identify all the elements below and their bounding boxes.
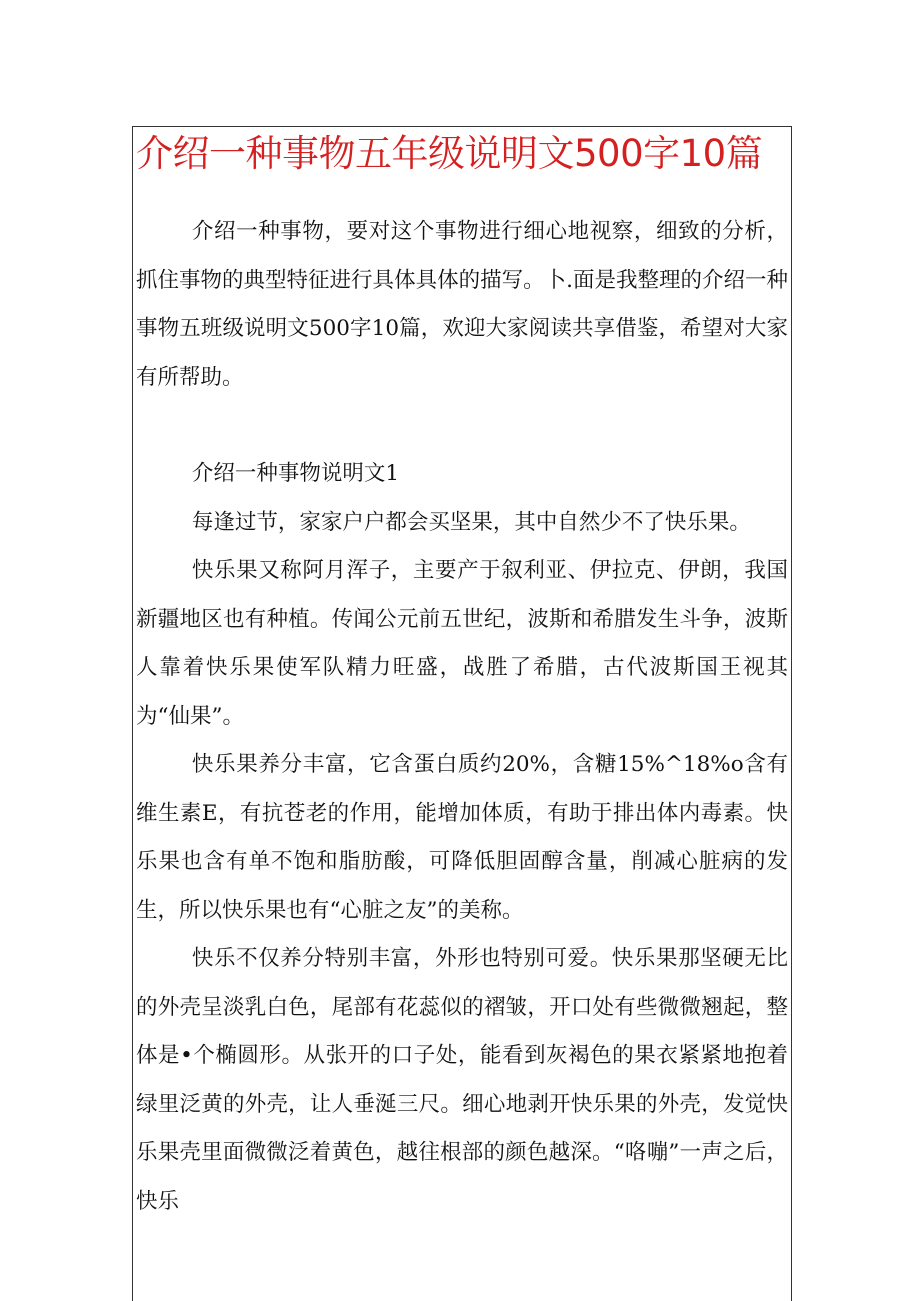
intro-paragraph: 介绍一种事物，要对这个事物进行细心地视察，细致的分析，抓住事物的典型特征进行具体具体的描写。卜.面是我整理的介绍一种事物五班级说明文500字10篇，欢迎大家阅读共享借鉴，希望对大家有所帮助。	[136, 219, 788, 390]
body-paragraph: 快乐不仅养分特别丰富，外形也特别可爱。快乐果那坚硬无比的外壳呈淡乳白色，尾部有花蕊似的褶皱，开口处有些微微翘起，整体是•个椭圆形。从张开的口子处，能看到灰褐色的果衣紧紧地抱着绿里泛黄的外壳，让人垂涎三尺。细心地剥开快乐果的外壳，发觉快乐果壳里面微微泛着黄色，越往根部的颜色越深。“咯嘣”一声之后，快乐	[136, 946, 788, 1214]
body-paragraph: 每逢过节，家家户户都会买坚果，其中自然少不了快乐果。	[191, 509, 751, 535]
body-paragraph: 快乐果养分丰富，它含蛋白质约20%，含糖15%^18%o含有维生素E，有抗苍老的作用，能增加体质，有助于排出体内毒素。快乐果也含有单不饱和脂肪酸，可降低胆固醇含量，削减心脏病的发生，所以快乐果也有“心脏之友”的美称。	[136, 752, 788, 923]
document-body	[136, 208, 788, 1226]
section-heading: 介绍一种事物说明文1	[191, 461, 400, 486]
document-title: 介绍一种事物五年级说明文500字10篇	[136, 132, 763, 175]
body-paragraph: 快乐果又称阿月浑子，主要产于叙利亚、伊拉克、伊朗，我国新疆地区也有种植。传闻公元前五世纪，波斯和希腊发生斗争，波斯人靠着快乐果使军队精力旺盛，战胜了希腊，古代波斯国王视其为“仙果”。	[136, 558, 788, 729]
